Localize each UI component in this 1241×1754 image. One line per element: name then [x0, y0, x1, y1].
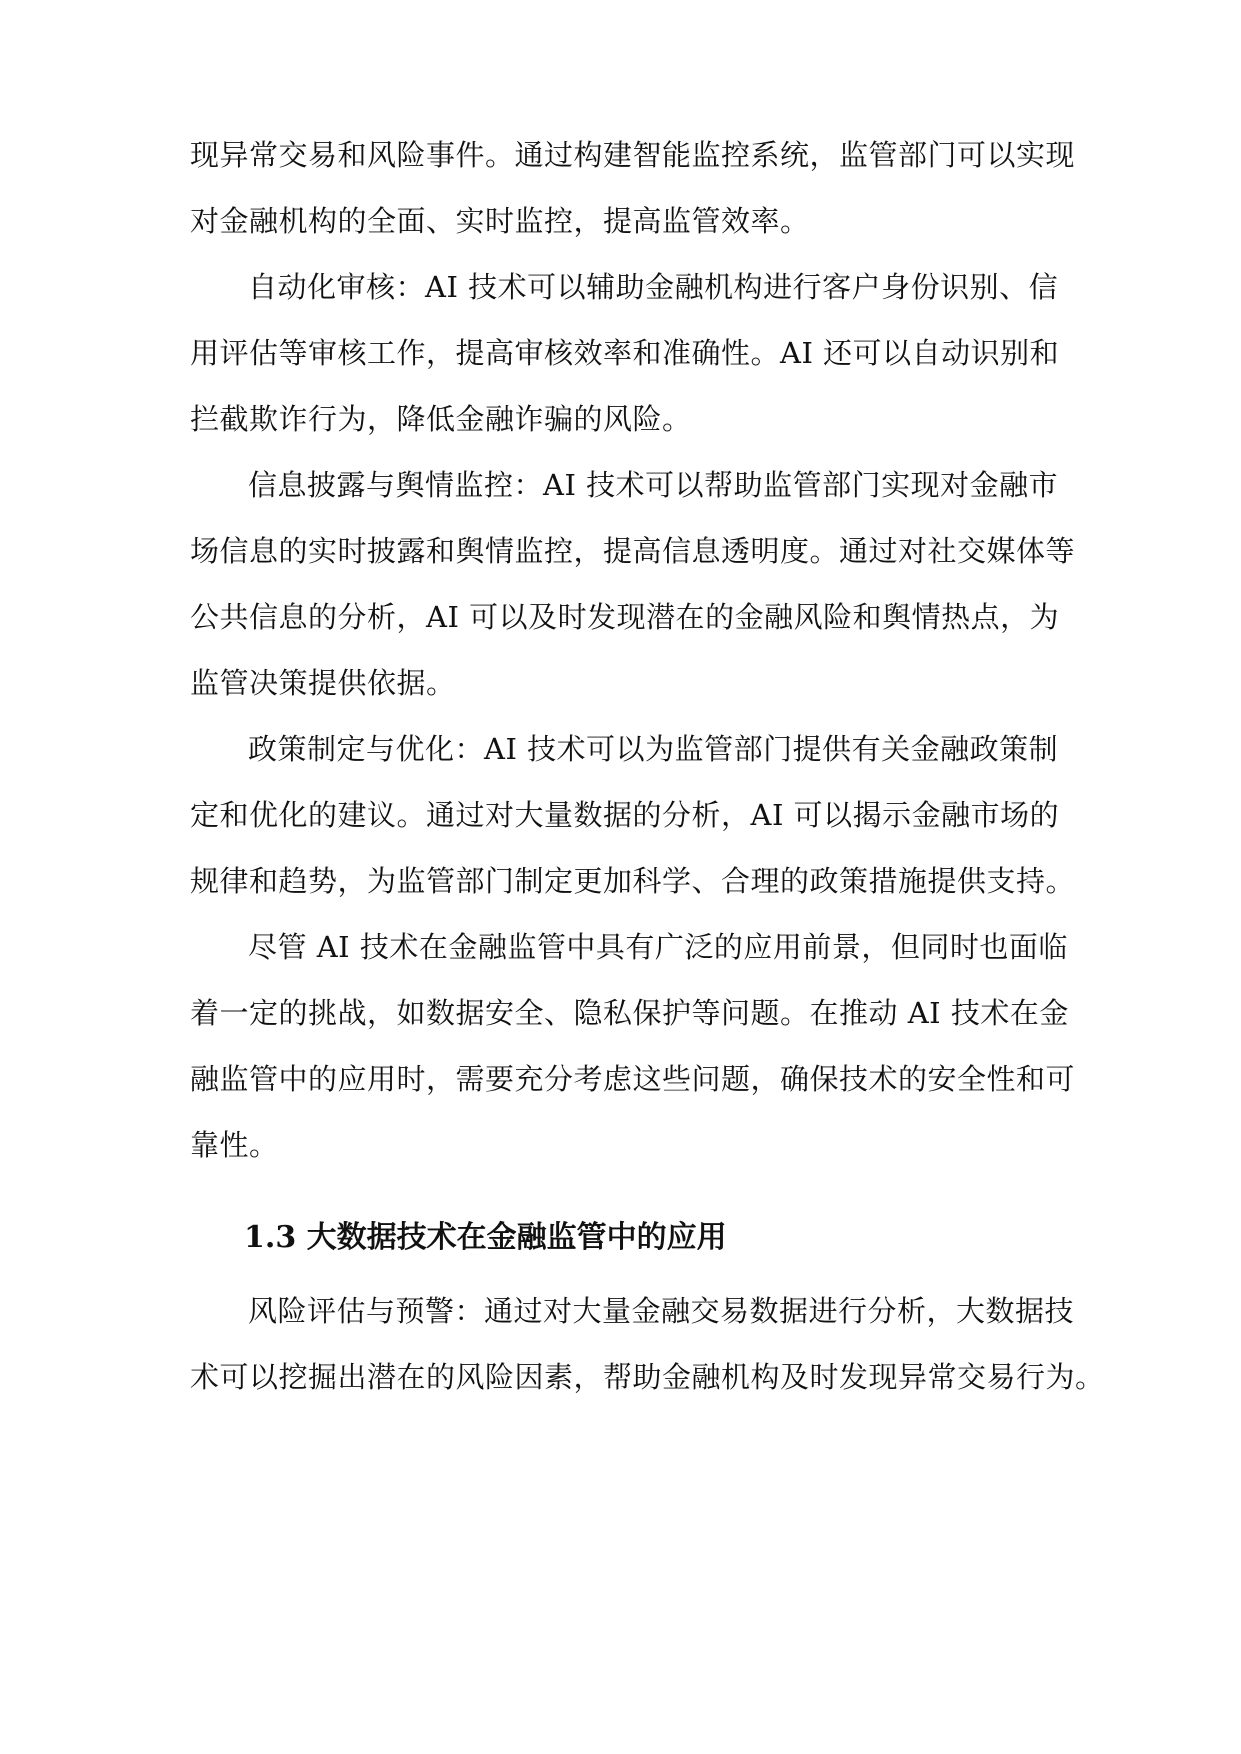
text-line: 对金融机构的全面、实时监控，提高监管效率。 [190, 204, 810, 238]
paragraph-start: 尽管 AI 技术在金融监管中具有广泛的应用前景，但同时也面临 [248, 930, 1068, 964]
text-line: 靠性。 [190, 1128, 279, 1162]
text-line: 监管决策提供依据。 [190, 666, 456, 700]
text-line: 规律和趋势，为监管部门制定更加科学、合理的政策措施提供支持。 [190, 864, 1076, 898]
text-line: 定和优化的建议。通过对大量数据的分析，AI 可以揭示金融市场的 [190, 798, 1060, 832]
paragraph-start: 政策制定与优化：AI 技术可以为监管部门提供有关金融政策制 [248, 732, 1059, 766]
text-line: 现异常交易和风险事件。通过构建智能监控系统，监管部门可以实现 [190, 138, 1076, 172]
text-line: 融监管中的应用时，需要充分考虑这些问题，确保技术的安全性和可 [190, 1062, 1076, 1096]
paragraph-start: 自动化审核：AI 技术可以辅助金融机构进行客户身份识别、信 [248, 270, 1059, 304]
paragraph-start: 信息披露与舆情监控：AI 技术可以帮助监管部门实现对金融市 [248, 468, 1059, 502]
text-line: 用评估等审核工作，提高审核效率和准确性。AI 还可以自动识别和 [190, 336, 1060, 370]
text-line: 公共信息的分析，AI 可以及时发现潜在的金融风险和舆情热点，为 [190, 600, 1060, 634]
text-line: 着一定的挑战，如数据安全、隐私保护等问题。在推动 AI 技术在金 [190, 996, 1069, 1030]
text-line: 术可以挖掘出潜在的风险因素，帮助金融机构及时发现异常交易行为。 [190, 1360, 1105, 1394]
section-heading: 1.3 大数据技术在金融监管中的应用 [244, 1220, 727, 1255]
paragraph-start: 风险评估与预警：通过对大量金融交易数据进行分析，大数据技 [248, 1294, 1075, 1328]
text-line: 拦截欺诈行为，降低金融诈骗的风险。 [190, 402, 692, 436]
text-line: 场信息的实时披露和舆情监控，提高信息透明度。通过对社交媒体等 [190, 534, 1076, 568]
